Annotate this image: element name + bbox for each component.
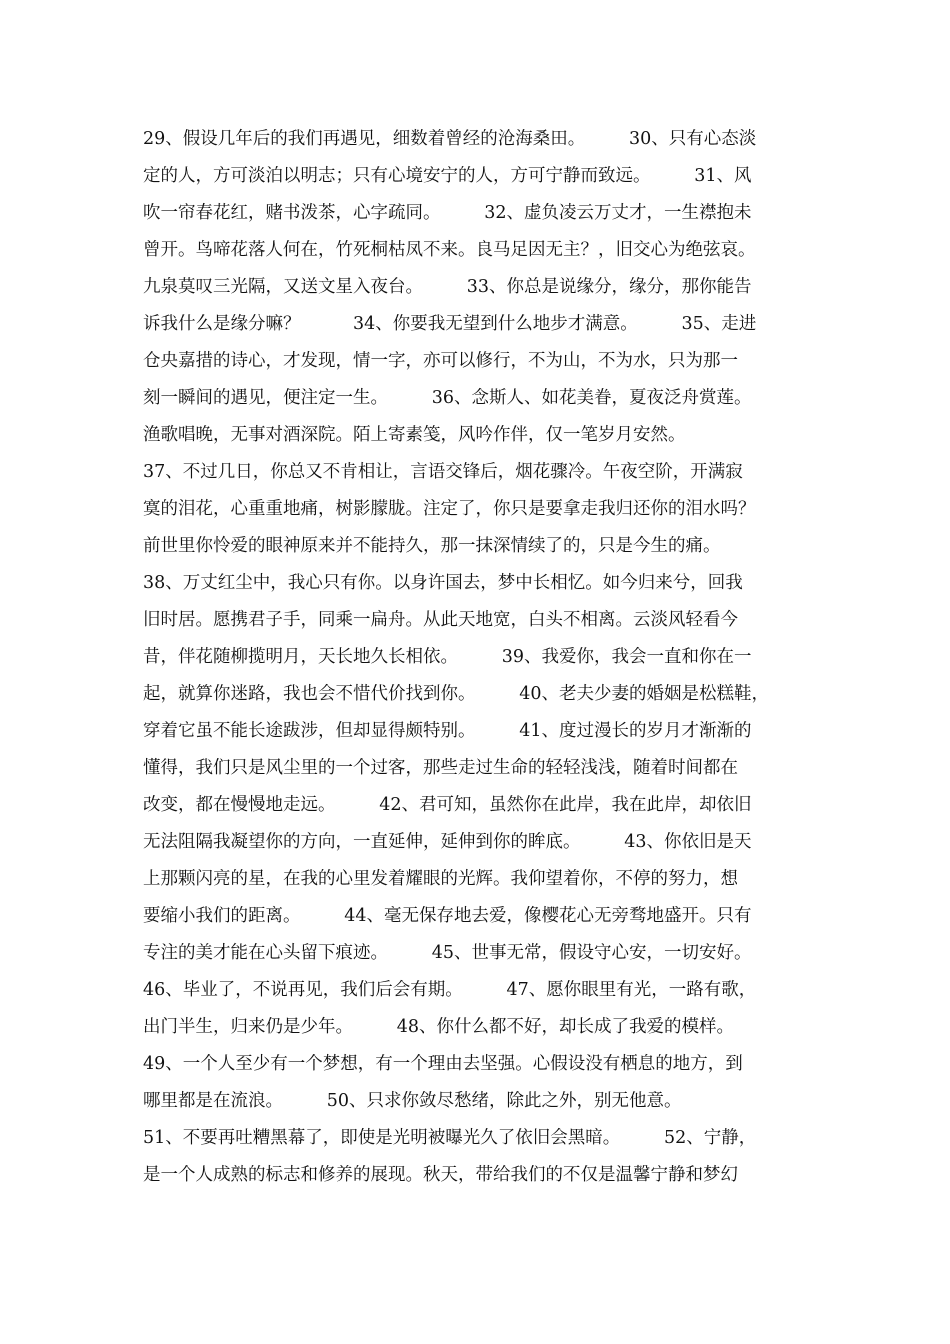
text-line: 吹一帘春花红，赌书泼茶，心字疏同。 32、虚负凌云万丈才，一生襟抱未 bbox=[143, 203, 752, 223]
text-line: 曾开。鸟啼花落人何在，竹死桐枯凤不来。良马足因无主？，旧交心为绝弦哀。 bbox=[143, 240, 756, 260]
body-text bbox=[143, 121, 823, 1194]
text-line: 出门半生，归来仍是少年。 48、你什么都不好，却长成了我爱的模样。 bbox=[143, 1017, 735, 1037]
text-line: 起，就算你迷路，我也会不惜代价找到你。 40、老夫少妻的婚姻是松糕鞋， bbox=[143, 684, 770, 704]
text-line: 寞的泪花，心重重地痛，树影朦胧。注定了，你只是要拿走我归还你的泪水吗？ bbox=[143, 499, 756, 519]
text-line: 29、假设几年后的我们再遇见，细数着曾经的沧海桑田。 30、只有心态淡 bbox=[143, 129, 757, 149]
text-line: 懂得，我们只是风尘里的一个过客，那些走过生命的轻轻浅浅，随着时间都在 bbox=[143, 758, 738, 778]
text-line: 旧时居。愿携君子手，同乘一扁舟。从此天地宽，白头不相离。云淡风轻看今 bbox=[143, 610, 738, 630]
text-line: 要缩小我们的距离。 44、毫无保存地去爱，像樱花心无旁骛地盛开。只有 bbox=[143, 906, 752, 926]
text-line: 46、毕业了，不说再见，我们后会有期。 47、愿你眼里有光，一路有歌， bbox=[143, 980, 757, 1000]
text-line: 前世里你怜爱的眼神原来并不能持久，那一抹深情续了的，只是今生的痛。 bbox=[143, 536, 721, 556]
text-line: 38、万丈红尘中，我心只有你。以身许国去，梦中长相忆。如今归来兮，回我 bbox=[143, 573, 743, 593]
text-line: 是一个人成熟的标志和修养的展现。秋天，带给我们的不仅是温馨宁静和梦幻 bbox=[143, 1165, 738, 1185]
text-line: 刻一瞬间的遇见，便注定一生。 36、念斯人、如花美眷，夏夜泛舟赏莲。 bbox=[143, 388, 752, 408]
text-line: 渔歌唱晚，无事对酒深院。陌上寄素笺，风吟作伴，仅一笔岁月安然。 bbox=[143, 425, 686, 445]
text-line: 37、不过几日，你总又不肯相让，言语交锋后，烟花骤冷。午夜空阶，开满寂 bbox=[143, 462, 743, 482]
text-line: 定的人，方可淡泊以明志；只有心境安宁的人，方可宁静而致远。 31、风 bbox=[143, 166, 752, 186]
text-line: 无法阻隔我凝望你的方向，一直延伸，延伸到你的眸底。 43、你依旧是天 bbox=[143, 832, 752, 852]
text-line: 专注的美才能在心头留下痕迹。 45、世事无常，假设守心安，一切安好。 bbox=[143, 943, 752, 963]
text-line: 49、一个人至少有一个梦想，有一个理由去坚强。心假设没有栖息的地方，到 bbox=[143, 1054, 743, 1074]
text-line: 哪里都是在流浪。 50、只求你敛尽愁绪，除此之外，别无他意。 bbox=[143, 1091, 682, 1111]
text-line: 诉我什么是缘分嘛？ 34、你要我无望到什么地步才满意。 35、走进 bbox=[143, 314, 757, 334]
text-line: 九泉莫叹三光隔，又送文星入夜台。 33、你总是说缘分，缘分，那你能告 bbox=[143, 277, 752, 297]
text-line: 上那颗闪亮的星，在我的心里发着耀眼的光辉。我仰望着你，不停的努力，想 bbox=[143, 869, 738, 889]
text-line: 51、不要再吐糟黑幕了，即使是光明被曝光久了依旧会黑暗。 52、宁静， bbox=[143, 1128, 757, 1148]
text-line: 仓央嘉措的诗心，才发现，情一字，亦可以修行，不为山，不为水，只为那一 bbox=[143, 351, 738, 371]
text-line: 昔，伴花随柳揽明月，天长地久长相依。 39、我爱你，我会一直和你在一 bbox=[143, 647, 752, 667]
text-line: 改变，都在慢慢地走远。 42、君可知，虽然你在此岸，我在此岸，却依旧 bbox=[143, 795, 752, 815]
text-line: 穿着它虽不能长途跋涉，但却显得颇特别。 41、度过漫长的岁月才渐渐的 bbox=[143, 721, 752, 741]
